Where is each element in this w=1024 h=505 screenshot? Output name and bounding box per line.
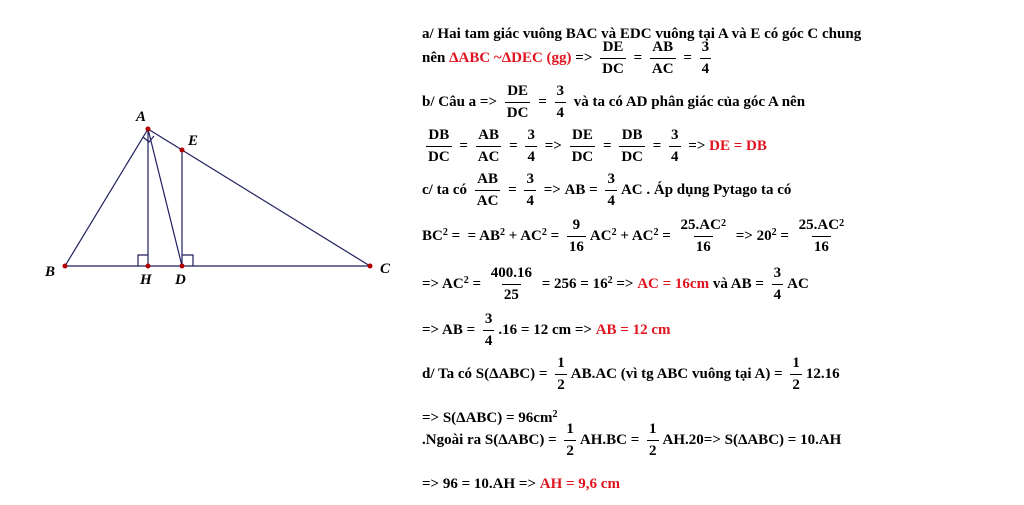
fraction: $\frac{AB}{AC}$ <box>477 126 500 165</box>
fraction: $\frac{1}{2}$ <box>792 354 800 393</box>
fraction: $\frac{3}{4}$ <box>701 38 710 77</box>
result-ac: AC = 16cm <box>637 275 710 292</box>
part-d-line-1: d/ Ta có S(ΔABC) = $\frac{1}{2}$ AB.AC (vì tg ABC vuông tại A) = $\frac{1}{2}$ 12.16 <box>422 354 840 393</box>
fraction: $\frac{3}{4}$ <box>773 264 782 303</box>
fraction: $\frac{3}{4}$ <box>484 310 493 349</box>
point-b <box>63 264 68 269</box>
point-a <box>146 127 151 132</box>
fraction: $\frac{DB}{DC}$ <box>428 126 450 165</box>
segment-ad <box>148 129 182 266</box>
fraction: $\frac{9}{16}$ <box>568 216 584 255</box>
fraction: $\frac{25.AC^2}{16}$ <box>680 216 726 255</box>
label-c: C <box>380 261 391 277</box>
fraction: $\frac{3}{4}$ <box>526 170 534 209</box>
segment-ab <box>65 129 148 266</box>
similarity-result: ΔABC ~ΔDEC (gg) <box>449 49 572 66</box>
label-e: E <box>188 133 199 149</box>
fraction: $\frac{3}{4}$ <box>527 126 535 165</box>
fraction: $\frac{DE}{DC}$ <box>571 126 594 165</box>
fraction: $\frac{3}{4}$ <box>607 170 615 209</box>
fraction: $\frac{AB}{AC}$ <box>651 38 674 77</box>
fraction: $\frac{DE}{DC}$ <box>602 38 624 77</box>
fraction: $\frac{DE}{DC}$ <box>506 82 529 121</box>
fraction: $\frac{DB}{DC}$ <box>621 126 643 165</box>
fraction: $\frac{1}{2}$ <box>557 354 565 393</box>
label-b: B <box>45 264 56 280</box>
result-de-db: DE = DB <box>709 137 767 154</box>
part-c-line-4: => AB = $\frac{3}{4}$ .16 = 12 cm => AB = 12 cm <box>422 310 671 349</box>
point-e <box>180 148 185 153</box>
result-ah: AH = 9,6 cm <box>539 475 620 492</box>
fraction: $\frac{3}{4}$ <box>556 82 565 121</box>
part-c-line-2: BC $^2$ = = AB $^2$ + AC $^2$ = $\frac{9}{16}$ AC $^2$ + AC $^2$ = $\frac{25.AC^2}{16}$ => 20 $^2$ = $\frac{25.AC^2}{16}$ <box>422 216 845 255</box>
part-d-line-2: => S(ΔABC) = 96cm $^2$ <box>422 409 558 426</box>
part-b-line-1: b/ Câu a => $\frac{DE}{DC}$ = $\frac{3}{4}$ và ta có AD phân giác của góc A nên <box>422 82 806 121</box>
part-c-line-3: => AC $^2$ = $\frac{400.16}{25}$ = 256 = 16 $^2$ => AC = 16cm và AB = $\frac{3}{4}$ AC <box>422 264 809 303</box>
point-d <box>180 264 185 269</box>
label-d: D <box>175 272 186 288</box>
triangle-figure <box>0 0 410 505</box>
part-a-line-1: a/ Hai tam giác vuông BAC và EDC vuông tại A và E có góc C chung <box>422 25 862 42</box>
point-c <box>368 264 373 269</box>
fraction: $\frac{3}{4}$ <box>671 126 679 165</box>
fraction: $\frac{1}{2}$ <box>649 420 657 459</box>
label-h: H <box>140 272 152 288</box>
part-a-line-2: nên ΔABC ~ΔDEC (gg) => $\frac{DE}{DC}$ = $\frac{AB}{AC}$ = $\frac{3}{4}$ <box>422 38 710 77</box>
fraction: $\frac{AB}{AC}$ <box>476 170 499 209</box>
part-d-line-4: => 96 = 10.AH => AH = 9,6 cm <box>422 475 620 492</box>
result-ab: AB = 12 cm <box>595 321 671 338</box>
part-b-line-2: $\frac{DB}{DC}$ = $\frac{AB}{AC}$ = $\frac{3}{4}$ => $\frac{DE}{DC}$ = $\frac{DB}{DC}$ = $\frac{3}{4}$ => DE = DB <box>428 126 767 165</box>
fraction: $\frac{1}{2}$ <box>566 420 574 459</box>
fraction: $\frac{25.AC^2}{16}$ <box>798 216 845 255</box>
fraction: $\frac{400.16}{25}$ <box>490 264 532 303</box>
label-a: A <box>136 109 147 125</box>
point-h <box>146 264 151 269</box>
part-d-line-3: .Ngoài ra S(ΔABC) = $\frac{1}{2}$ AH.BC = $\frac{1}{2}$ AH.20=> S(ΔABC) = 10.AH <box>422 420 842 459</box>
part-c-line-1: c/ ta có $\frac{AB}{AC}$ = $\frac{3}{4}$ => AB = $\frac{3}{4}$ AC . Áp dụng Pytago ta có <box>422 170 792 209</box>
